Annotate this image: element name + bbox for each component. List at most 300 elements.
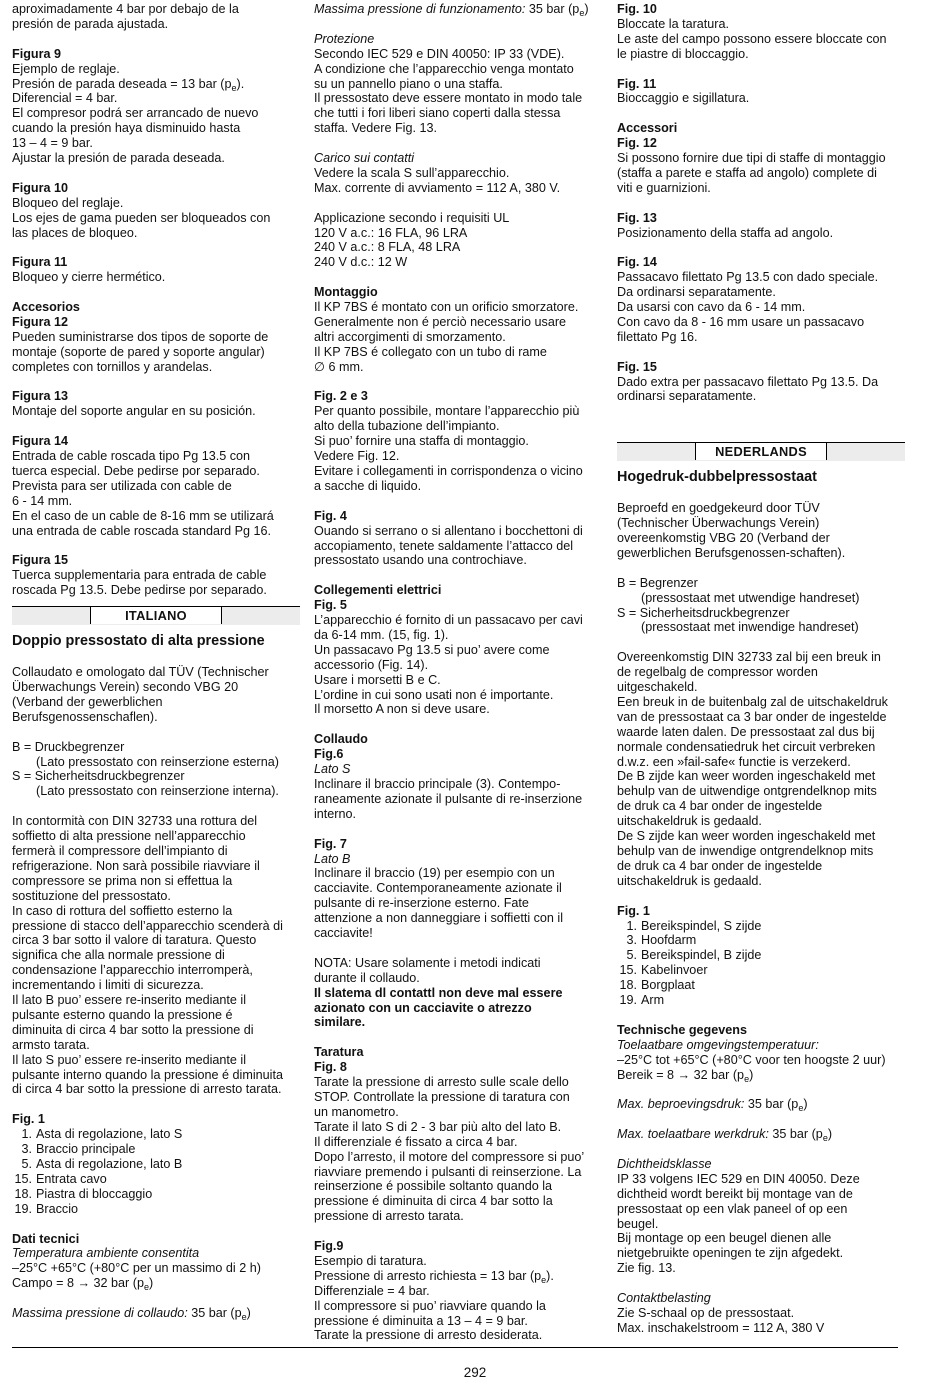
line-tail: ) — [246, 1306, 251, 1321]
line-text: Fig. 10 — [617, 2, 657, 16]
line-text: Prevista para ser utilizada con cable de — [12, 478, 232, 493]
line-text: Il differenziale é fissato a circa 4 bar. — [314, 1134, 518, 1149]
text-line — [314, 673, 604, 688]
text-line — [617, 1157, 905, 1172]
footer-rule — [12, 1347, 898, 1348]
line-text: Ouando si serrano o si allentano i bocchettoni di — [314, 523, 583, 538]
section-heading: Hogedruk-dubbelpressostaat — [617, 469, 817, 486]
text-line — [12, 479, 300, 494]
line-text: Presión de parada deseada = 13 bar (p — [12, 76, 232, 91]
text-line — [314, 881, 604, 896]
line-text: Fig. 11 — [617, 76, 657, 91]
line-tail: ). — [546, 1268, 554, 1283]
line-text: Fig. 1 — [12, 1112, 45, 1127]
text-line — [617, 650, 905, 665]
text-line — [314, 1179, 604, 1194]
line-text: B = Druckbegrenzer — [12, 739, 125, 754]
text-line — [314, 62, 604, 77]
line-text: Berufsgenossenschaflen). — [12, 709, 158, 724]
line-text: ∅ 6 mm. — [314, 359, 364, 374]
text-line — [314, 255, 604, 270]
text-line — [314, 419, 604, 434]
line-text: Esempio di taratura. — [314, 1253, 427, 1268]
subheading-line — [314, 747, 604, 762]
line-text: Il KP 7BS é montato con un orificio smorzatore. — [314, 300, 579, 315]
subheading-line — [12, 389, 300, 404]
line-text: nietgebruikte openingen te zijn afgedekt. — [617, 1246, 844, 1261]
line-text: Passacavo filettato Pg 13.5 con dado speciale. — [617, 270, 879, 285]
line-text: 35 bar (p — [525, 2, 580, 16]
line-text: Lato S — [314, 762, 351, 777]
part-label: Piastra di bloccaggio — [36, 1186, 153, 1201]
line-text: Zie fig. 13. — [617, 1261, 676, 1276]
line-text: Diferencial = 4 bar. — [12, 91, 118, 106]
line-text: attenzione a non danneggiare i soffietti con il — [314, 911, 564, 926]
line-text: cuando la presión haya disminuido hasta — [12, 121, 241, 136]
line-text: Fig. 1 — [617, 903, 650, 918]
line-text: Per quanto possibile, montare l’apparecchio più — [314, 404, 580, 419]
subheading-line — [617, 1023, 905, 1038]
line-text: Fig. 8 — [314, 1060, 347, 1075]
text-line — [314, 971, 604, 986]
paragraph-gap — [617, 1082, 905, 1097]
line-text: Posizionamento della staffa ad angolo. — [617, 225, 834, 240]
line-text: L’apparecchio é fornito di un passacavo per cavi — [314, 613, 583, 628]
line-text: Fig. 12 — [617, 136, 657, 151]
text-line — [617, 1038, 905, 1053]
text-line — [314, 553, 604, 568]
line-text: Un passacavo Pg 13.5 si puo’ avere come — [314, 642, 550, 657]
line-text: waarde laten dalen. De pressostaat zal dus bij — [617, 724, 875, 739]
text-line — [314, 434, 604, 449]
column-italian-continued — [314, 2, 604, 1343]
text-line — [617, 814, 905, 829]
text-line — [12, 1276, 300, 1291]
line-text: ordinarsi separatamente. — [617, 389, 757, 404]
line-text: Da usarsi con cavo da 6 - 14 mm. — [617, 300, 806, 315]
line-text: Fig. 5 — [314, 598, 347, 613]
part-label: Borgplaat — [641, 978, 695, 993]
text-line — [12, 829, 300, 844]
text-line — [12, 993, 300, 1008]
text-line — [12, 404, 300, 419]
part-list-item — [617, 933, 905, 948]
subscript: e — [744, 1073, 750, 1084]
line-text: Inclinare il braccio (19) per esempio con un — [314, 866, 555, 881]
line-text: Een breuk in de buitenbalg zal de uitschakeldruk — [617, 694, 888, 709]
line-text: Secondo IEC 529 e DIN 40050: IP 33 (VDE). — [314, 46, 565, 61]
line-text: Si possono fornire due tipi di staffe di montaggio — [617, 151, 886, 166]
text-line — [617, 181, 905, 196]
paragraph-gap — [617, 1276, 905, 1291]
text-line — [12, 1246, 300, 1261]
line-text: STOP. Controllate la pressione di taratura con — [314, 1089, 570, 1104]
line-text: completes con tornillos y arandelas. — [12, 359, 213, 374]
part-label: Arm — [641, 993, 665, 1008]
text-line — [617, 1291, 905, 1306]
line-text: –25°C +65°C (+80°C per un massimo di 2 h) — [12, 1261, 261, 1276]
text-line — [12, 330, 300, 345]
line-text: significa che alla normale pressione di — [12, 948, 225, 963]
line-text: Los ejes de gama pueden ser bloqueados con — [12, 210, 271, 225]
text-line — [314, 524, 604, 539]
subheading-line — [314, 837, 604, 852]
line-text: L’ordine in cui sono usati non é importante. — [314, 687, 554, 702]
line-text: 240 V a.c.: 8 FLA, 48 LRA — [314, 240, 461, 255]
column-spanish-italian — [12, 2, 300, 1321]
italic-lead: Massima pressione di funzionamento: — [314, 2, 526, 16]
text-line — [617, 1217, 905, 1232]
text-line — [314, 32, 604, 47]
line-text: Fig. 14 — [617, 255, 657, 270]
paragraph-gap — [314, 568, 604, 583]
line-text: Dati tecnici — [12, 1231, 80, 1246]
line-text: Collegementi elettrici — [314, 583, 442, 598]
paragraph-gap — [314, 136, 604, 151]
part-number: 1. — [21, 1127, 32, 1142]
line-text: Dopo l’arresto, il motore del compressore si puo’ — [314, 1149, 585, 1164]
line-text: azionato con un cacciavite o atrezzo — [314, 1000, 532, 1015]
subheading-line — [12, 315, 300, 330]
subscript: e — [541, 1274, 547, 1285]
line-text: dichtheid wordt bereikt bij montage van de — [617, 1186, 853, 1201]
subheading-line — [314, 1001, 604, 1016]
line-text: accessorio (Fig. 14). — [314, 657, 429, 672]
line-text: Tarate il lato S di 2 - 3 bar più alto del lato B. — [314, 1119, 562, 1134]
line-text: montaje (soporte de pared y soporte angular) — [12, 344, 265, 359]
line-text: interno. — [314, 806, 357, 821]
paragraph-gap — [617, 106, 905, 121]
text-line — [314, 121, 604, 136]
language-label: NEDERLANDS — [695, 443, 827, 460]
text-line — [314, 866, 604, 881]
text-line — [12, 1023, 300, 1038]
text-line — [314, 1075, 604, 1090]
line-text: diminuita di circa 4 bar sotto la pressione di — [12, 1022, 254, 1037]
subheading-line — [617, 77, 905, 92]
line-text: Bloqueo y cierre hermético. — [12, 270, 166, 285]
text-line — [12, 1008, 300, 1023]
text-line — [12, 1306, 300, 1321]
text-line — [314, 762, 604, 777]
line-text: Da ordinarsi separatamente. — [617, 285, 776, 300]
line-text: Il KP 7BS é collegato con un tubo di rame — [314, 344, 547, 359]
line-text: Campo = 8 → 32 bar (p — [12, 1276, 144, 1291]
line-text: Figura 13 — [12, 389, 68, 404]
line-text: pressostato usando una controchiave. — [314, 553, 527, 568]
text-line — [314, 1314, 604, 1329]
paragraph-gap — [617, 1008, 905, 1023]
text-line — [12, 1261, 300, 1276]
text-line — [617, 47, 905, 62]
text-line — [12, 345, 300, 360]
line-text: gewerblichen Berufsgenossen-schaften). — [617, 545, 846, 560]
line-text: cacciavite. Contemporaneamente azionate il — [314, 881, 562, 896]
line-text: Überwachungs Verein) secondo VBG 20 — [12, 680, 239, 695]
line-text: Toelaatbare omgevingstemperatuur: — [617, 1037, 819, 1052]
text-line — [12, 2, 300, 17]
line-text: Vedere la scala S sull’apparecchio. — [314, 165, 510, 180]
text-line — [314, 166, 604, 181]
part-label: Entrata cavo — [36, 1171, 107, 1186]
text-line — [12, 91, 300, 106]
part-list-item — [12, 1142, 300, 1157]
text-line — [314, 2, 604, 17]
text-line — [314, 211, 604, 226]
line-text: presión de parada ajustada. — [12, 16, 169, 31]
line-text: El compresor podrá ser arrancado de nuevo — [12, 106, 259, 121]
subheading-line — [617, 360, 905, 375]
part-label: Bereikspindel, B zijde — [641, 948, 762, 963]
paragraph-gap — [314, 1224, 604, 1239]
line-text: pulsante esterno quando la pressione é — [12, 1007, 233, 1022]
line-text: a sacche di liquido. — [314, 478, 422, 493]
line-text: Fig. 2 e 3 — [314, 389, 368, 404]
subheading-line — [617, 255, 905, 270]
line-text: pressione é diminuita a 13 – 4 = 9 bar. — [314, 1313, 528, 1328]
line-text: B = Begrenzer — [617, 575, 698, 590]
line-text: circa 3 bar sotto il valore di taratura. Questo — [12, 933, 257, 948]
part-list-item — [12, 1157, 300, 1172]
part-label: Braccio — [36, 1201, 78, 1216]
text-line — [12, 859, 300, 874]
line-text: Accessori — [617, 121, 678, 136]
line-text: Fig.6 — [314, 747, 344, 762]
text-line — [617, 769, 905, 784]
line-text: 120 V a.c.: 16 FLA, 96 LRA — [314, 225, 468, 240]
line-text: (staffa a parete e staffa ad angolo) complete di — [617, 165, 877, 180]
text-line — [12, 568, 300, 583]
text-line — [12, 740, 300, 755]
part-list-item — [617, 978, 905, 993]
text-line — [12, 106, 300, 121]
line-text: (Verband der gewerblichen — [12, 694, 163, 709]
part-number: 19. — [619, 993, 637, 1008]
text-line — [314, 1284, 604, 1299]
subheading-line — [12, 255, 300, 270]
line-text: pressostaat op een vlak paneel of op een — [617, 1201, 848, 1216]
text-line — [12, 680, 300, 695]
text-line — [12, 889, 300, 904]
line-text: uitgeschakeld. — [617, 680, 698, 695]
line-text: Temperatura ambiente consentita — [12, 1246, 200, 1261]
line-text: Ejemplo de reglaje. — [12, 61, 120, 76]
text-line — [314, 91, 604, 106]
line-text: Contaktbelasting — [617, 1291, 711, 1306]
paragraph-gap — [617, 419, 905, 434]
text-line — [12, 769, 300, 784]
text-line — [314, 330, 604, 345]
line-text: Accesorios — [12, 300, 80, 315]
language-label: ITALIANO — [90, 607, 222, 624]
text-line — [314, 702, 604, 717]
language-banner — [12, 606, 300, 625]
text-line — [314, 181, 604, 196]
line-text: Vedere Fig. 12. — [314, 449, 400, 464]
text-line — [314, 792, 604, 807]
line-text: In caso di rottura del soffietto esterno la — [12, 903, 233, 918]
text-line — [12, 77, 300, 92]
line-text: Bereik = 8 → 32 bar (p — [617, 1067, 745, 1082]
part-label: Asta di regolazione, lato B — [36, 1157, 183, 1171]
line-text: de druk ca 4 bar onder de ingestelde — [617, 799, 823, 814]
line-text: (Technischer Überwachungs Verein) — [617, 516, 820, 531]
subheading-line — [314, 509, 604, 524]
paragraph-gap — [12, 725, 300, 740]
italic-lead: Max. beproevingsdruk: — [617, 1097, 745, 1112]
text-line — [617, 531, 905, 546]
line-text: Max. inschakelstroom = 112 A, 380 V — [617, 1320, 825, 1335]
part-number: 15. — [619, 963, 637, 978]
text-line — [617, 32, 905, 47]
line-text: Protezione — [314, 31, 375, 46]
subscript: e — [143, 1282, 149, 1293]
line-text: Si puo’ fornire una staffa di montaggio. — [314, 434, 529, 449]
part-list-item — [617, 919, 905, 934]
text-line — [617, 680, 905, 695]
text-line — [12, 784, 300, 799]
text-line — [617, 1172, 905, 1187]
part-list-item — [12, 1202, 300, 1217]
line-text: Tarate la pressione di arresto sulle scale dello — [314, 1075, 569, 1090]
subscript: e — [231, 82, 237, 93]
text-line — [12, 963, 300, 978]
subscript: e — [798, 1103, 804, 1114]
text-line — [314, 688, 604, 703]
line-text: Il lato S puo’ essere re-inserito mediante il — [12, 1052, 247, 1067]
paragraph-gap — [314, 1030, 604, 1045]
line-text: Generalmente non é perciò necessario usare — [314, 314, 567, 329]
line-text: compressore se prima non si effettua la — [12, 873, 233, 888]
text-line — [12, 136, 300, 151]
line-tail: ). — [236, 76, 245, 91]
subheading-line — [617, 2, 905, 17]
italic-lead: Max. toelaatbare werkdruk: — [617, 1127, 769, 1142]
line-text: accopiamento, tenete saldamente l’attacco del — [314, 538, 574, 553]
paragraph-gap — [12, 419, 300, 434]
part-label: Asta di regolazione, lato S — [36, 1127, 183, 1142]
line-text: Tarate la pressione di arresto desiderata. — [314, 1328, 543, 1343]
part-number: 15. — [14, 1171, 32, 1186]
subheading-line — [314, 732, 604, 747]
line-text: le piastre di bloccaggio. — [617, 46, 749, 61]
text-line — [314, 807, 604, 822]
line-text: Fig.9 — [314, 1239, 344, 1254]
part-number: 18. — [619, 978, 637, 993]
text-line — [314, 643, 604, 658]
text-line — [617, 330, 905, 345]
line-text: armsto tarata. — [12, 1037, 90, 1052]
line-text: de druk ca 4 bar onder de ingestelde — [617, 858, 823, 873]
text-line — [314, 1105, 604, 1120]
subscript: e — [822, 1133, 828, 1144]
text-line — [314, 151, 604, 166]
line-text: beugel. — [617, 1216, 659, 1231]
paragraph-gap — [617, 561, 905, 576]
subheading-line — [314, 285, 604, 300]
line-text: NOTA: Usare solamente i metodi indicati — [314, 955, 541, 970]
line-text: Montaggio — [314, 285, 378, 300]
line-text: similare. — [314, 1015, 366, 1030]
text-line — [12, 1038, 300, 1053]
line-text: Fig. 7 — [314, 836, 347, 851]
paragraph-gap — [617, 889, 905, 904]
text-line — [617, 1321, 905, 1336]
text-line — [617, 591, 905, 606]
part-list-item — [12, 1127, 300, 1142]
line-text: pressione é diminuita di circa 4 bar sotto la — [314, 1194, 553, 1209]
text-line — [617, 91, 905, 106]
paragraph-gap — [12, 539, 300, 554]
part-number: 5. — [21, 1157, 32, 1171]
line-text: Beproefd en goedgekeurd door TÜV — [617, 501, 820, 516]
text-line — [617, 1068, 905, 1083]
line-text: Figura 11 — [12, 255, 68, 270]
line-text: Il morsetto A non si deve usare. — [314, 702, 490, 717]
line-text: Taratura — [314, 1045, 364, 1060]
paragraph-gap — [314, 941, 604, 956]
line-text: Differenziale = 4 bar. — [314, 1283, 430, 1298]
part-number: 19. — [14, 1201, 32, 1216]
part-number: 5. — [626, 948, 637, 963]
line-text: las places de bloqueo. — [12, 225, 138, 240]
subheading-line — [314, 1060, 604, 1075]
text-line — [617, 1187, 905, 1202]
line-text: altri accorgimenti di smorzamento. — [314, 329, 506, 344]
line-text: Bij montage op een beugel dienen alle — [617, 1231, 832, 1246]
paragraph-gap — [12, 1291, 300, 1306]
subscript: e — [241, 1312, 247, 1323]
line-text: 35 bar (p — [768, 1127, 823, 1142]
line-text: condensazione l’apparecchio interromperà, — [12, 963, 253, 978]
part-list-item — [12, 1172, 300, 1187]
line-text: che tutti i fori liberi siano coperti dalla stessa — [314, 106, 561, 121]
paragraph-gap — [12, 240, 300, 255]
text-line — [12, 509, 300, 524]
line-text: IP 33 volgens IEC 529 en DIN 40050. Deze — [617, 1171, 860, 1186]
line-text: refrigerazione. Non sarà possibile riavviare il — [12, 858, 260, 873]
text-line — [12, 665, 300, 680]
text-line — [314, 956, 604, 971]
line-text: (Lato pressostato con reinserzione interna). — [36, 784, 279, 799]
line-text: De S zijde kan weer worden ingeschakeld met — [617, 829, 876, 844]
subheading-line — [314, 1045, 604, 1060]
column-italian-dutch — [617, 2, 905, 1336]
paragraph-gap — [314, 717, 604, 732]
paragraph-gap — [617, 62, 905, 77]
line-text: staffa. Vedere Fig. 13. — [314, 121, 437, 136]
subheading-line — [12, 300, 300, 315]
text-line — [12, 978, 300, 993]
line-text: Fig. 15 — [617, 359, 657, 374]
text-line — [314, 345, 604, 360]
line-text: Il compressore si puo’ riavviare quando la — [314, 1298, 546, 1313]
text-line — [314, 449, 604, 464]
text-line — [12, 226, 300, 241]
line-text: su un pannello piano o una staffa. — [314, 76, 503, 91]
text-line — [314, 613, 604, 628]
text-line — [314, 479, 604, 494]
text-line — [12, 695, 300, 710]
italic-lead: Massima pressione di collaudo: — [12, 1306, 188, 1321]
subheading-line — [314, 1015, 604, 1030]
line-text: pressione di arresto tarata. — [314, 1209, 464, 1224]
line-text: van de pressostaat ca 3 bar onder de ingestelde — [617, 709, 887, 724]
text-line — [314, 1120, 604, 1135]
line-text: Figura 9 — [12, 46, 61, 61]
line-text: alto della tubazione dell’impianto. — [314, 419, 500, 434]
text-line — [617, 1246, 905, 1261]
